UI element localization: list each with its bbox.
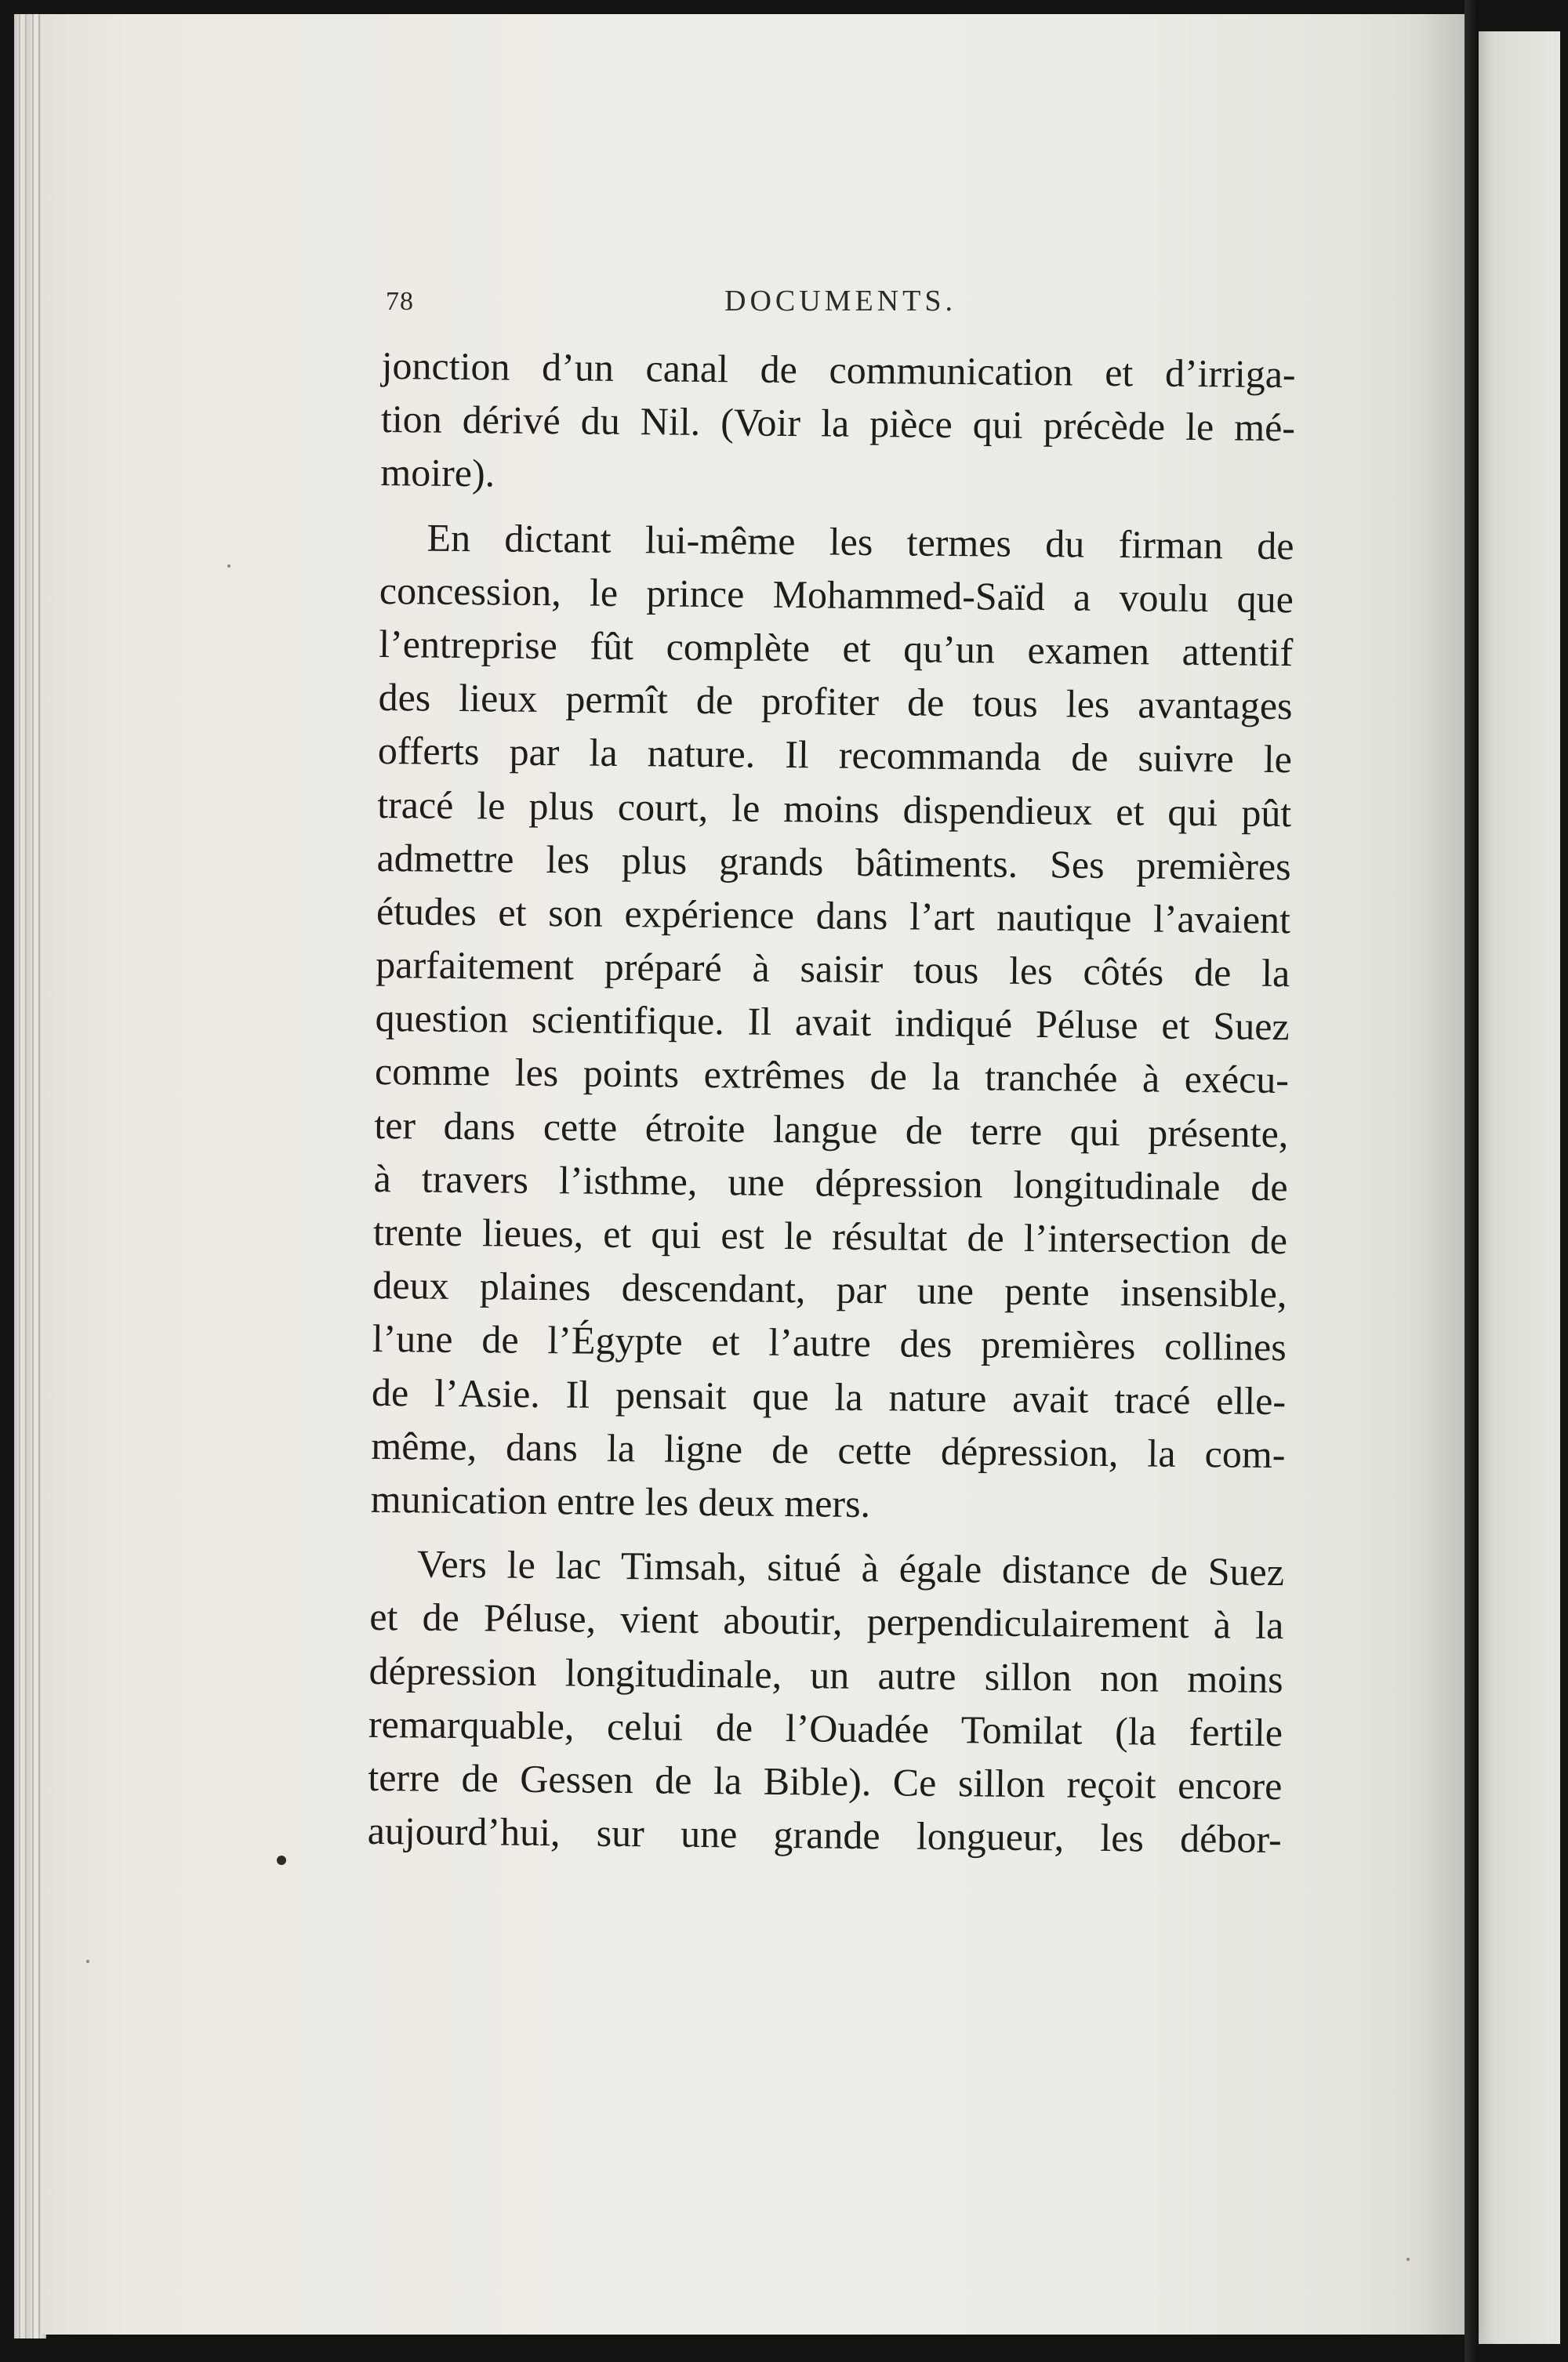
text-line: l’une de l’Égypte et l’autre des premières collines [372,1316,1287,1370]
paper-speck [227,564,230,568]
text-line: concession, le prince Mohammed-Saïd a voulu que [379,568,1294,621]
page-edge-line [32,14,34,2338]
paragraph [380,339,1296,508]
paper-speck [86,1960,89,1963]
text-line: question scientifique. Il avait indiqué Péluse et Suez [375,996,1290,1049]
text-line: terre de Gessen de la Bible). Ce sillon reçoit encore [368,1754,1283,1808]
text-line: jonction d’un canal de communication et d’irriga- [381,343,1296,397]
page-edge-line [25,14,27,2338]
text-line: offerts par la nature. Il recommanda de suivre le [377,728,1293,782]
text-line: même, dans la ligne de cette dépression, la com- [371,1423,1286,1476]
text-line: dépression longitudinale, un autre sillon non moins [368,1648,1283,1701]
text-line: aujourd’hui, sur une grande longueur, les débor- [367,1808,1282,1862]
ink-dot [277,1856,286,1865]
text-line: tracé le plus court, le moins dispendieux et qui pût [377,782,1292,835]
running-head [386,284,1295,331]
text-line: et de Péluse, vient aboutir, perpendiculairement à la [369,1595,1284,1648]
text-line: admettre les plus grands bâtiments. Ses premières [376,835,1291,888]
text-line: munication entre les deux mers. [370,1476,871,1526]
running-head-title: DOCUMENTS. [724,285,956,317]
text-line: comme les points extrêmes de la tranchée à exécu- [374,1049,1290,1102]
text-line: deux plaines descendant, par une pente insensible, [372,1263,1287,1316]
text-line: parfaitement préparé à saisir tous les côtés de la [376,942,1290,996]
paper-speck [1406,2258,1410,2261]
text-line: tion dérivé du Nil. (Voir la pièce qui précède le mé- [380,397,1296,450]
text-line: études et son expérience dans l’art nautique l’avaient [376,888,1291,942]
text-line: de l’Asie. Il pensait que la nature avait tracé elle- [371,1370,1287,1423]
paragraph [370,510,1294,1535]
text-line: à travers l’isthme, une dépression longitudinale de [373,1156,1288,1209]
facing-page-edge [1474,31,1560,2344]
text-line: remarquable, celui de l’Ouadée Tomilat (la fertile [368,1701,1283,1754]
text-line: trente lieues, et qui est le résultat de l’intersection de [372,1209,1288,1263]
page-number: 78 [386,287,414,316]
text-line: moire). [380,450,495,495]
page-edge-line [38,14,40,2338]
text-line: des lieux permît de profiter de tous les avantages [378,675,1293,728]
text-line: ter dans cette étroite langue de terre qui présente, [374,1102,1289,1156]
text-line: Vers le lac Timsah, situé à égale distance de Suez [416,1541,1285,1595]
gutter-shadow [1465,0,1479,2362]
text-line: En dictant lui-même les termes du firman de [426,515,1294,568]
paragraph [367,1537,1284,1866]
text-line: l’entreprise fût complète et qu’un examen attentif [378,621,1294,675]
page-edge-line [19,14,20,2338]
body-text [367,339,1296,1866]
